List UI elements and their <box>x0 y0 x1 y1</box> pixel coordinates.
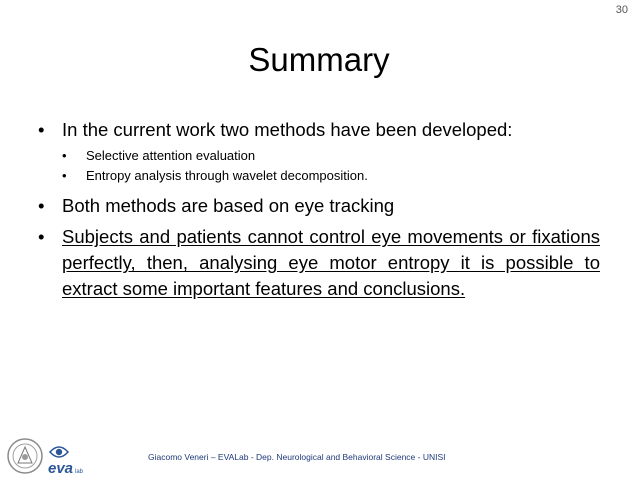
bullet-text: Both methods are based on eye tracking <box>62 195 395 216</box>
bullet-item <box>38 194 600 218</box>
eva-logo-subtext: lab <box>75 469 84 475</box>
university-seal-icon <box>8 439 42 473</box>
footer-logos <box>6 436 136 476</box>
footer-credits: Giacomo Veneri – EVALab - Dep. Neurological and Behavioral Science - UNISI <box>148 452 446 462</box>
sub-bullet-list <box>38 146 600 186</box>
sub-bullet-item <box>38 146 600 166</box>
bullet-text-underlined: Subjects and patients cannot control eye movements or fixations perfectly, then, analysing eye motor entropy it is possible to extract some important features and conclusions. <box>62 226 600 299</box>
sub-bullet-text: Selective attention evaluation <box>86 148 256 163</box>
bullet-list <box>38 118 600 302</box>
sub-bullet-marker: • <box>62 148 67 163</box>
bullet-item <box>38 224 600 302</box>
eva-logo-text: eva <box>48 460 74 476</box>
bullet-marker: • <box>38 119 45 140</box>
bullet-text: In the current work two methods have been developed: <box>62 119 513 140</box>
slide-title: Summary <box>248 41 390 78</box>
bullet-marker: • <box>38 226 45 247</box>
bullet-item <box>38 118 600 142</box>
bullet-marker: • <box>38 195 45 216</box>
eva-lab-eye-icon <box>50 447 68 457</box>
slide-number: 30 <box>615 4 628 16</box>
sub-bullet-text: Entropy analysis through wavelet decomposition. <box>86 168 368 183</box>
sub-bullet-marker: • <box>62 168 67 183</box>
sub-bullet-item <box>38 166 600 186</box>
